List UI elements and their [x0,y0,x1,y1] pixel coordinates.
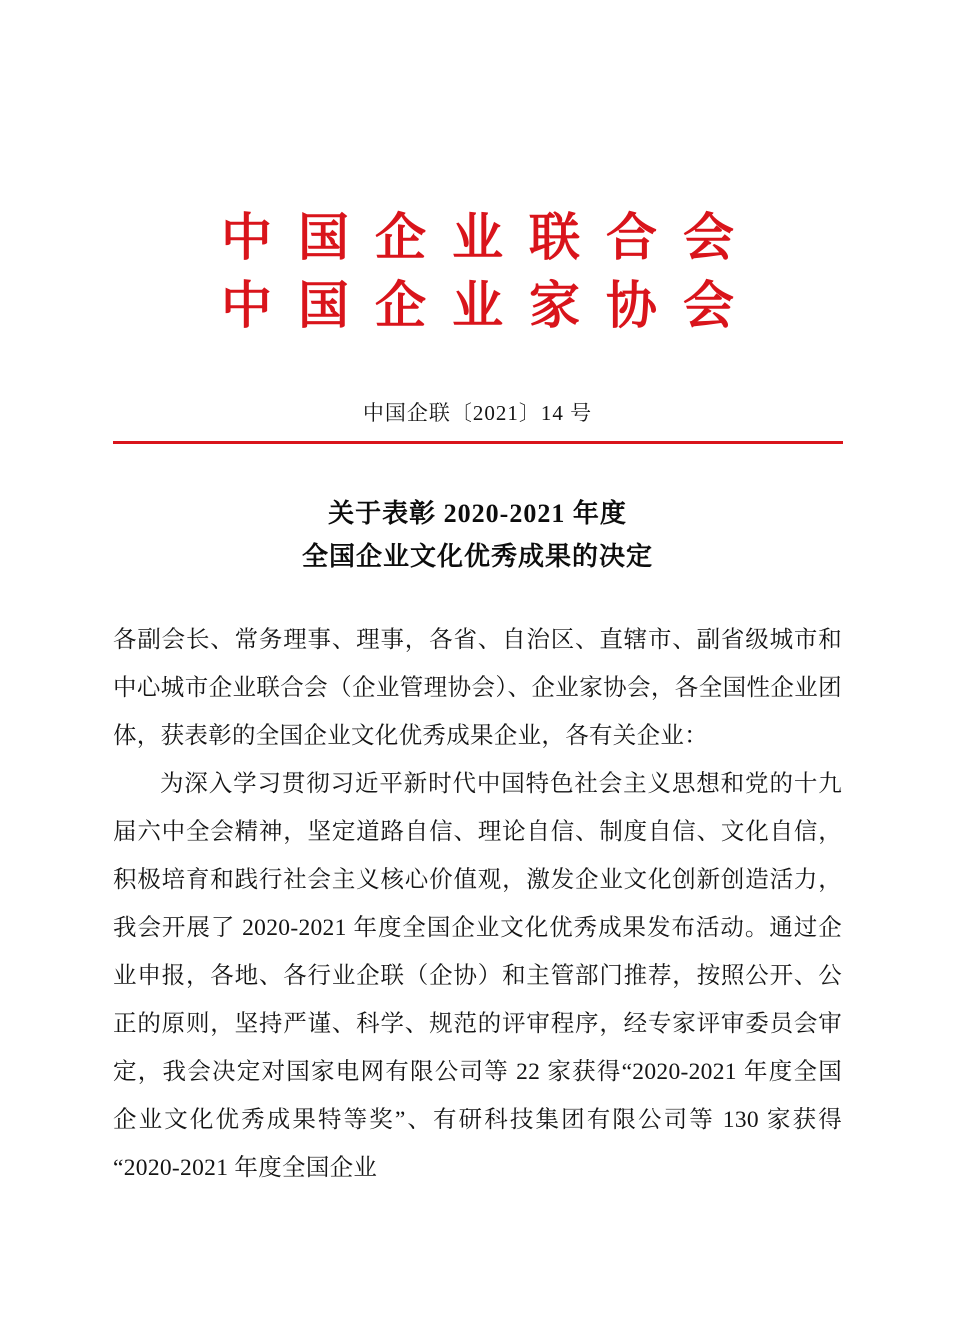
document-body [113,616,842,1192]
red-divider-rule [113,441,843,444]
body-paragraph-main: 为深入学习贯彻习近平新时代中国特色社会主义思想和党的十九届六中全会精神，坚定道路自信、理论自信、制度自信、文化自信，积极培育和践行社会主义核心价值观，激发企业文化创新创造活力，我会开展了 2020-2021 年度全国企业文化优秀成果发布活动。通过企业申报，各地、各行业企联（企协）和主管部门推荐，按照公开、公正的原则，坚持严谨、科学、规范的评审程序，经专家评审委员会审定，我会决定对国家电网有限公司等 22 家获得“2020-2021 年度全国企业文化优秀成果特等奖”、有研科技集团有限公司等 130 家获得“2020-2021 年度全国企业 [113,771,842,1181]
document-title [113,492,842,578]
letterhead [113,0,842,341]
body-paragraph-salutation: 各副会长、常务理事、理事，各省、自治区、直辖市、副省级城市和中心城市企业联合会（企业管理协会）、企业家协会，各全国性企业团体，获表彰的全国企业文化优秀成果企业，各有关企业： [113,627,842,749]
document-number: 中国企联〔2021〕14 号 [362,401,593,425]
document-number-block [113,397,842,427]
document-title-line-1: 关于表彰 2020-2021 年度 [328,499,627,528]
letterhead-org-line-2: 中国企业家协会 [220,279,760,335]
letterhead-org-line-1: 中国企业联合会 [220,211,760,267]
document-title-line-2: 全国企业文化优秀成果的决定 [301,542,653,571]
